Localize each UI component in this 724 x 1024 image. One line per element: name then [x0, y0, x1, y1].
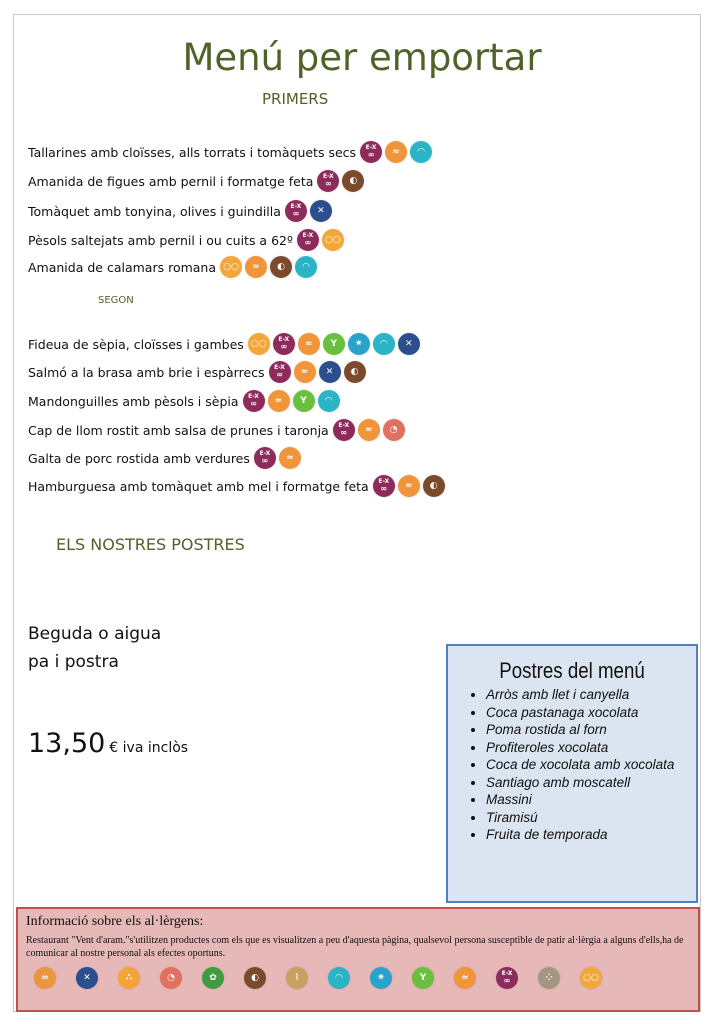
- crustacean-icon: ✷: [370, 967, 392, 989]
- gluten-icon: ≈: [245, 256, 267, 278]
- postres-list-item: • Coca de xocolata amb xocolata: [486, 756, 696, 774]
- dish-name: Fideua de sèpia, cloïsses i gambes: [28, 336, 244, 352]
- mustard-icon: ⌇: [286, 967, 308, 989]
- postres-list-item: • Fruita de temporada: [486, 826, 696, 844]
- allergen-icons: [373, 475, 448, 497]
- gluten-icon: ≈: [358, 419, 380, 441]
- dish-name: Tomàquet amb tonyina, olives i guindilla: [28, 203, 281, 219]
- dish-item: [28, 359, 369, 385]
- egg-free-icon: E-X ∞: [269, 361, 291, 383]
- egg-free-icon: E-X ∞: [297, 229, 319, 251]
- postres-list-item: • Arròs amb llet i canyella: [486, 686, 696, 704]
- dish-name: Pèsols saltejats amb pernil i ou cuits a 62º: [28, 232, 293, 248]
- beguda-text: [28, 620, 161, 676]
- section-postres-heading: ELS NOSTRES POSTRES: [56, 535, 245, 554]
- egg-icon: ○○: [220, 256, 242, 278]
- milk-icon: ◐: [270, 256, 292, 278]
- egg-free-icon: E-X ∞: [317, 170, 339, 192]
- dish-name: Cap de llom rostit amb salsa de prunes i taronja: [28, 422, 329, 438]
- dish-name: Amanida de calamars romana: [28, 259, 217, 275]
- soy-icon: ∴: [118, 967, 140, 989]
- allergen-icon-row: [34, 967, 622, 989]
- gluten-icon: ≈: [268, 390, 290, 412]
- allergen-icons: [297, 229, 347, 251]
- price-amount: 13,50: [28, 728, 106, 759]
- egg-icon: ○○: [322, 229, 344, 251]
- mollusc-icon: ◠: [328, 967, 350, 989]
- dish-name: Salmó a la brasa amb brie i espàrrecs: [28, 364, 265, 380]
- allergen-icons: [220, 256, 320, 278]
- mollusc-icon: ◠: [318, 390, 340, 412]
- dish-item: [28, 254, 320, 280]
- lupin-icon: ✿: [202, 967, 224, 989]
- allergen-icons: [333, 419, 408, 441]
- dish-item: [28, 331, 423, 357]
- dish-name: Tallarines amb cloïsses, alls torrats i tomàquets secs: [28, 144, 357, 160]
- mollusc-icon: ◠: [295, 256, 317, 278]
- gluten-icon: ≈: [279, 447, 301, 469]
- allergen-icons: [248, 333, 423, 355]
- milk-icon: ◐: [423, 475, 445, 497]
- postres-box: [446, 644, 698, 903]
- dish-name: Amanida de figues amb pernil i formatge feta: [28, 173, 314, 189]
- dish-item: [28, 227, 347, 253]
- allergen-icons: [269, 361, 369, 383]
- allergen-icons: [285, 200, 335, 222]
- egg-icon: ○○: [248, 333, 270, 355]
- allergen-info-heading: Informació sobre els al·lèrgens:: [26, 914, 204, 929]
- dish-name: Hamburguesa amb tomàquet amb mel i formatge feta: [28, 478, 369, 494]
- egg-free-icon: E-X ∞: [285, 200, 307, 222]
- dish-name: Mandonguilles amb pèsols i sèpia: [28, 393, 239, 409]
- dish-name: Galta de porc rostida amb verdures: [28, 450, 250, 466]
- egg-free-icon: E-X ∞: [254, 447, 276, 469]
- section-primers-heading: PRIMERS: [262, 90, 329, 108]
- postres-list-item: • Coca pastanaga xocolata: [486, 704, 696, 722]
- gluten-icon: ≈: [454, 967, 476, 989]
- fish-icon: ✕: [76, 967, 98, 989]
- allergen-icons: [360, 141, 435, 163]
- nuts-icon: ◔: [160, 967, 182, 989]
- dish-item: [28, 445, 304, 471]
- postres-list-item: • Massini: [486, 791, 696, 809]
- beguda-line-2: pa i postra: [28, 652, 119, 672]
- mollusc-icon: ◠: [373, 333, 395, 355]
- dish-item: [28, 417, 408, 443]
- menu-price: [28, 728, 188, 759]
- dish-item: [28, 388, 343, 414]
- gluten-icon: ≈: [298, 333, 320, 355]
- milk-icon: ◐: [344, 361, 366, 383]
- price-unit: € iva inclòs: [109, 740, 189, 756]
- section-segon-heading: SEGON: [98, 295, 134, 306]
- egg-free-icon: E-X ∞: [333, 419, 355, 441]
- sesame-icon: ⁘: [538, 967, 560, 989]
- mollusc-icon: ◠: [410, 141, 432, 163]
- egg-free-icon: E-X ∞: [496, 967, 518, 989]
- page-title: Menú per emportar: [182, 36, 542, 79]
- egg-icon: ○○: [580, 967, 602, 989]
- celery-icon: Y: [293, 390, 315, 412]
- postres-list-item: • Santiago amb moscatell: [486, 774, 696, 792]
- egg-free-icon: E-X ∞: [360, 141, 382, 163]
- beguda-line-1: Beguda o aigua: [28, 624, 162, 644]
- dish-item: [28, 139, 435, 165]
- postres-list-item: • Profiteroles xocolata: [486, 739, 696, 757]
- celery-icon: Y: [323, 333, 345, 355]
- fish-icon: ✕: [398, 333, 420, 355]
- peanut-icon: ∞: [34, 967, 56, 989]
- egg-free-icon: E-X ∞: [243, 390, 265, 412]
- fish-icon: ✕: [319, 361, 341, 383]
- gluten-icon: ≈: [398, 475, 420, 497]
- dish-item: [28, 168, 367, 194]
- postres-list-item: • Poma rostida al forn: [486, 721, 696, 739]
- allergen-icons: [317, 170, 367, 192]
- gluten-icon: ≈: [385, 141, 407, 163]
- allergen-info-box: [16, 907, 700, 1012]
- allergen-icons: [243, 390, 343, 412]
- allergen-info-text: Restaurant "Vent d'aram."s'utilitzen productes com els que es visualitzen a peu d'aquesta pàgina, qualsevol persona susceptible de patir al·lèrgia a alguns d'ells,ha de comunicar al nostre personal als efectes oportuns.: [26, 935, 684, 959]
- crustacean-icon: ✷: [348, 333, 370, 355]
- egg-free-icon: E-X ∞: [373, 475, 395, 497]
- dish-item: [28, 473, 448, 499]
- postres-list: [448, 686, 696, 844]
- postres-box-title: Postres del menú: [499, 658, 645, 683]
- nuts-icon: ◔: [383, 419, 405, 441]
- postres-list-item: • Tiramisú: [486, 809, 696, 827]
- fish-icon: ✕: [310, 200, 332, 222]
- gluten-icon: ≈: [294, 361, 316, 383]
- egg-free-icon: E-X ∞: [273, 333, 295, 355]
- milk-icon: ◐: [342, 170, 364, 192]
- dish-item: [28, 198, 335, 224]
- celery-icon: Y: [412, 967, 434, 989]
- milk-icon: ◐: [244, 967, 266, 989]
- allergen-icons: [254, 447, 304, 469]
